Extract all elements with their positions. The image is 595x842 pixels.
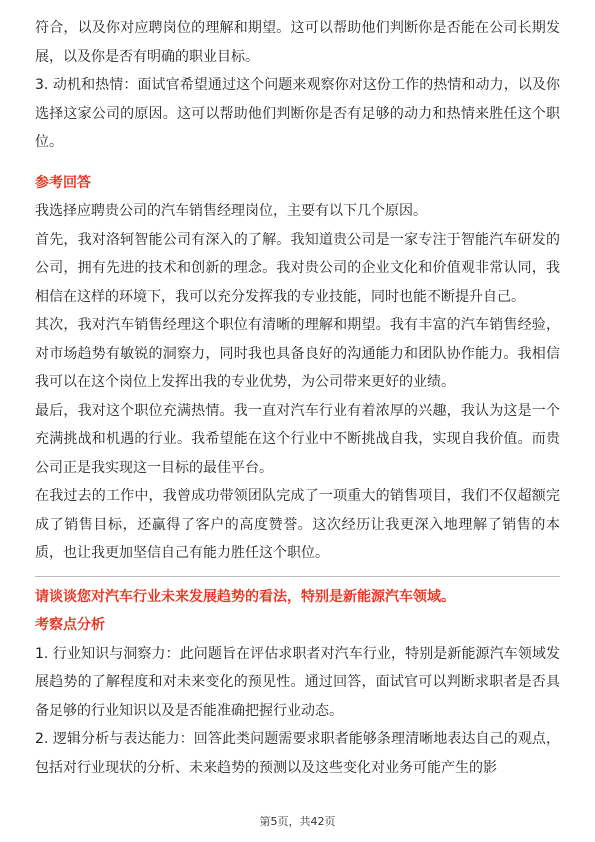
answer-heading: 参考回答 bbox=[35, 174, 91, 191]
page-number-footer: 第5页，共42页 bbox=[259, 815, 336, 828]
body-paragraph: 符合，以及你对应聘岗位的理解和期望。这可以帮助他们判断你是否能在公司长期发展，以及你是否有明确的职业目标。 bbox=[35, 20, 560, 65]
question-title: 请谈谈您对汽车行业未来发展趋势的看法，特别是新能源汽车领域。 bbox=[35, 588, 455, 605]
section-divider bbox=[35, 576, 560, 577]
answer-paragraph: 最后，我对这个职位充满热情。我一直对汽车行业有着浓厚的兴趣，我认为这是一个充满挑战和机遇的行业。我希望能在这个行业中不断挑战自我，实现自我价值。而贵公司正是我实现这一目标的最佳平台。 bbox=[35, 402, 560, 476]
answer-paragraph: 其次，我对汽车销售经理这个职位有清晰的理解和期望。我有丰富的汽车销售经验，对市场趋势有敏锐的洞察力，同时我也具备良好的沟通能力和团队协作能力。我相信我可以在这个岗位上发挥出我的专业优势，为公司带来更好的业绩。 bbox=[35, 317, 560, 390]
document-page bbox=[35, 14, 560, 782]
analysis-paragraph: 2. 逻辑分析与表达能力：回答此类问题需要求职者能够条理清晰地表达自己的观点，包括对行业现状的分析、未来趋势的预测以及这些变化对业务可能产生的影 bbox=[35, 731, 560, 776]
answer-paragraph: 在我过去的工作中，我曾成功带领团队完成了一项重大的销售项目，我们不仅超额完成了销售目标，还赢得了客户的高度赞誉。这次经历让我更深入地理解了销售的本质，也让我更加坚信自己有能力胜任这个职位。 bbox=[35, 488, 560, 561]
analysis-paragraph: 1. 行业知识与洞察力：此问题旨在评估求职者对汽车行业，特别是新能源汽车领域发展趋势的了解程度和对未来变化的预见性。通过回答，面试官可以判断求职者是否具备足够的行业知识以及是否能准确把握行业动态。 bbox=[35, 645, 560, 719]
body-paragraph: 3. 动机和热情：面试官希望通过这个问题来观察你对这份工作的热情和动力，以及你选择这家公司的原因。这可以帮助他们判断你是否有足够的动力和热情来胜任这个职位。 bbox=[35, 77, 560, 150]
answer-paragraph: 我选择应聘贵公司的汽车销售经理岗位，主要有以下几个原因。 bbox=[35, 203, 427, 219]
answer-paragraph: 首先，我对洛轲智能公司有深入的了解。我知道贵公司是一家专注于智能汽车研发的公司，拥有先进的技术和创新的理念。我对贵公司的企业文化和价值观非常认同，我相信在这样的环境下，我可以充分发挥我的专业技能，同时也能不断提升自己。 bbox=[35, 231, 560, 305]
analysis-heading: 考察点分析 bbox=[35, 617, 105, 633]
